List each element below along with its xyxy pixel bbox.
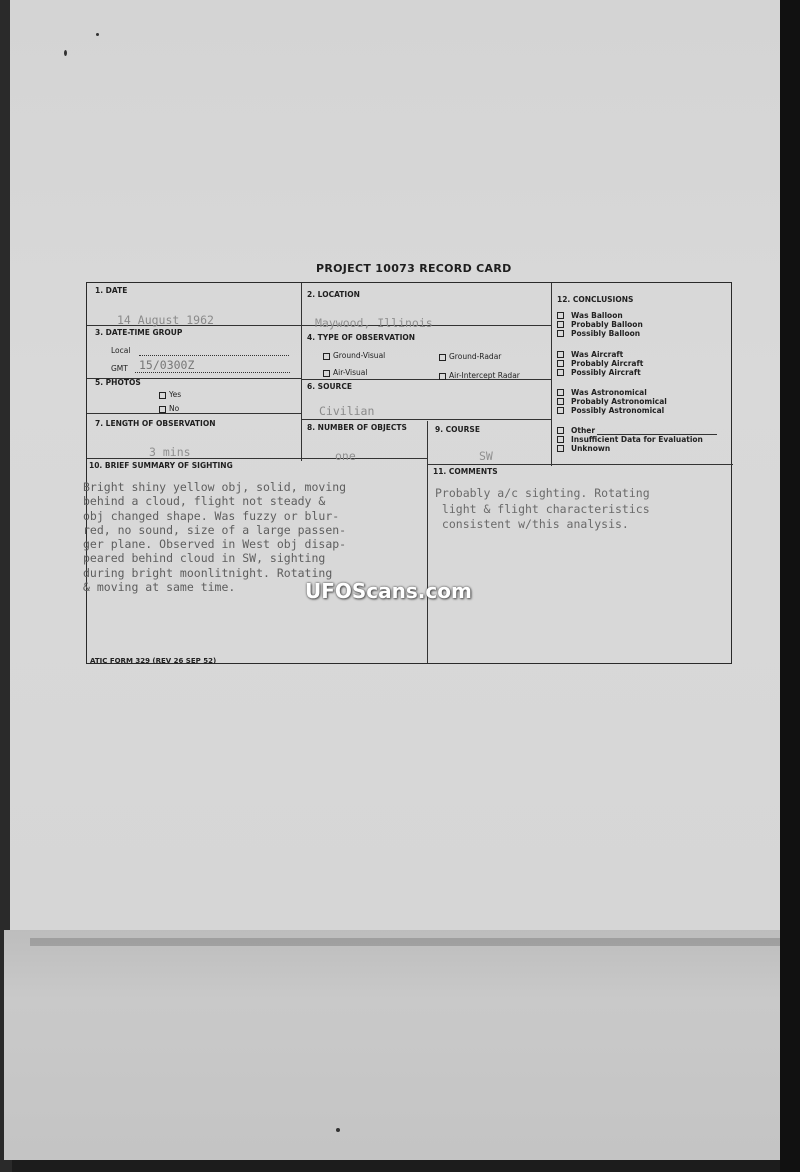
checkbox[interactable] xyxy=(557,330,564,337)
lower-paper-strip xyxy=(4,930,790,1160)
checkbox[interactable] xyxy=(323,370,330,377)
conclusion-option[interactable]: Probably Aircraft xyxy=(557,359,732,368)
conclusions-group-balloon xyxy=(557,311,732,338)
summary-label: 10. BRIEF SUMMARY OF SIGHTING xyxy=(89,461,233,470)
checkbox[interactable] xyxy=(439,373,446,380)
conclusions-group-astronomical xyxy=(557,388,732,415)
option-ground-visual[interactable]: Ground-Visual xyxy=(323,351,385,360)
form-identifier: ATIC FORM 329 (REV 26 SEP 52) xyxy=(90,657,217,665)
conclusion-option[interactable]: Probably Astronomical xyxy=(557,397,732,406)
divider xyxy=(87,413,301,414)
dust-speck xyxy=(64,50,67,56)
divider xyxy=(301,419,551,420)
divider xyxy=(87,458,427,459)
course-label: 9. COURSE xyxy=(435,425,480,434)
date-value: 14 August 1962 xyxy=(117,313,214,327)
dust-speck xyxy=(96,33,99,36)
checkbox[interactable] xyxy=(557,407,564,414)
photos-no-option[interactable]: No xyxy=(159,404,179,413)
number-of-objects-label: 8. NUMBER OF OBJECTS xyxy=(307,423,407,432)
option-air-visual[interactable]: Air-Visual xyxy=(323,368,367,377)
local-label: Local xyxy=(111,346,131,355)
length-value: 3 mins xyxy=(149,445,191,459)
number-of-objects-value: one xyxy=(335,449,356,463)
conclusion-option[interactable]: Possibly Astronomical xyxy=(557,406,732,415)
comments-text: Probably a/c sighting. Rotating light & flight characteristics consistent w/this analysis. xyxy=(435,486,650,531)
checkbox[interactable] xyxy=(557,427,564,434)
divider xyxy=(301,283,302,461)
comments-label: 11. COMMENTS xyxy=(433,467,498,476)
conclusion-option[interactable]: Possibly Balloon xyxy=(557,329,732,338)
option-air-intercept-radar[interactable]: Air-Intercept Radar xyxy=(439,371,520,380)
conclusions-group-aircraft xyxy=(557,350,732,377)
gmt-value: 15/0300Z xyxy=(139,358,195,372)
conclusion-option[interactable]: Was Balloon xyxy=(557,311,732,320)
conclusion-option[interactable]: Insufficient Data for Evaluation xyxy=(557,435,732,444)
location-value: Maywood, Illinois xyxy=(315,316,433,330)
summary-text: Bright shiny yellow obj, solid, moving behind a cloud, flight not steady & obj changed shape. Was fuzzy or blur- red, no sound, size of a large passen- ger plane. Observed in West obj disap- peared behind cloud in SW, sighting during bright moonlitnight. Rotating & moving at same time. xyxy=(83,480,347,595)
source-label: 6. SOURCE xyxy=(307,382,352,391)
checkbox[interactable] xyxy=(557,389,564,396)
date-label: 1. DATE xyxy=(95,286,128,295)
scan-right-edge xyxy=(780,0,800,1172)
option-ground-radar[interactable]: Ground-Radar xyxy=(439,352,501,361)
checkbox[interactable] xyxy=(159,406,166,413)
conclusion-option[interactable]: Was Aircraft xyxy=(557,350,732,359)
conclusion-option[interactable]: Other xyxy=(557,426,732,435)
checkbox[interactable] xyxy=(557,369,564,376)
course-value: SW xyxy=(479,449,493,463)
card-title: PROJECT 10073 RECORD CARD xyxy=(316,262,512,275)
dust-speck xyxy=(336,1128,340,1132)
checkbox[interactable] xyxy=(557,398,564,405)
checkbox[interactable] xyxy=(557,312,564,319)
checkbox[interactable] xyxy=(557,360,564,367)
datetime-group-label: 3. DATE-TIME GROUP xyxy=(95,328,183,337)
conclusions-label: 12. CONCLUSIONS xyxy=(557,295,634,304)
paper-shadow xyxy=(30,938,790,946)
gmt-label: GMT xyxy=(111,364,128,373)
observation-type-label: 4. TYPE OF OBSERVATION xyxy=(307,333,416,342)
photos-yes-option[interactable]: Yes xyxy=(159,390,181,399)
divider xyxy=(427,464,733,465)
conclusion-option[interactable]: Unknown xyxy=(557,444,732,453)
checkbox[interactable] xyxy=(159,392,166,399)
conclusion-option[interactable]: Possibly Aircraft xyxy=(557,368,732,377)
source-value: Civilian xyxy=(319,404,375,418)
local-line xyxy=(139,355,289,356)
conclusions-group-other xyxy=(557,426,732,453)
checkbox[interactable] xyxy=(557,321,564,328)
conclusion-option[interactable]: Probably Balloon xyxy=(557,320,732,329)
record-card xyxy=(83,282,732,664)
divider xyxy=(551,283,552,466)
checkbox[interactable] xyxy=(323,353,330,360)
length-label: 7. LENGTH OF OBSERVATION xyxy=(95,419,216,428)
conclusion-option[interactable]: Was Astronomical xyxy=(557,388,732,397)
checkbox[interactable] xyxy=(557,436,564,443)
checkbox[interactable] xyxy=(557,351,564,358)
watermark: UFOScans.com xyxy=(305,579,472,603)
location-label: 2. LOCATION xyxy=(307,290,360,299)
gmt-line xyxy=(135,372,290,373)
photos-label: 5. PHOTOS xyxy=(95,378,141,387)
checkbox[interactable] xyxy=(439,354,446,361)
checkbox[interactable] xyxy=(557,445,564,452)
